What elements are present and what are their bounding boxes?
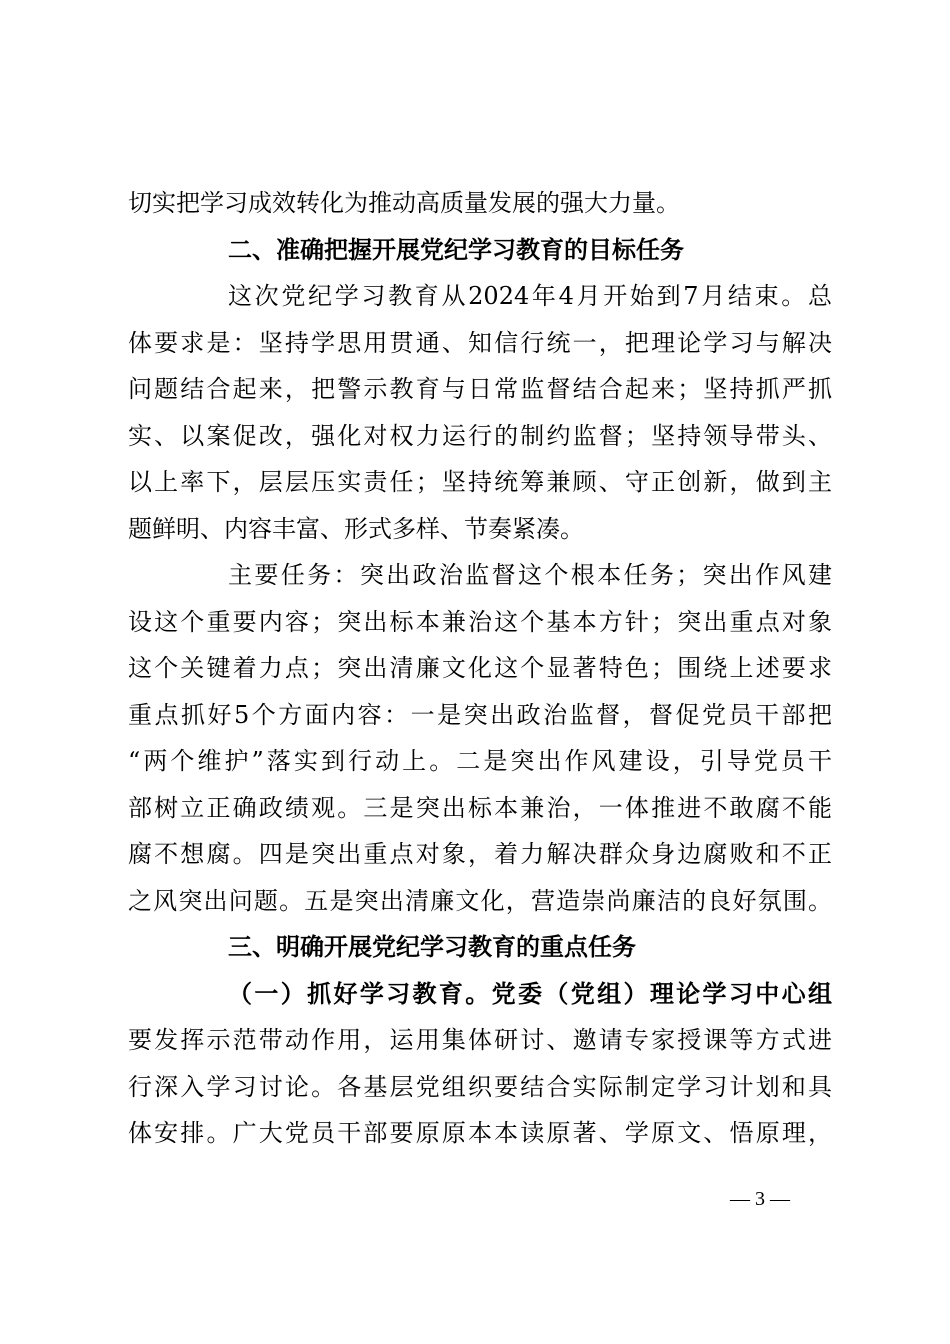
- paragraph-line: 问题结合起来，把警示教育与日常监督结合起来；坚持抓严抓: [128, 375, 832, 403]
- document-body: [128, 180, 832, 1157]
- paragraph-line: 腐不想腐。四是突出重点对象，着力解决群众身边腐败和不正: [128, 840, 832, 868]
- paragraph-line: 实、以案促改，强化对权力运行的制约监督；坚持领导带头、: [128, 421, 832, 450]
- paragraph-line: “两个维护”落实到行动上。二是突出作风建设，引导党员干: [128, 747, 832, 775]
- page-number: — 3 —: [730, 1188, 790, 1210]
- subsection-heading-line: （一）抓好学习教育。党委（党组）理论学习中心组: [228, 978, 832, 1008]
- section-heading-2: 二、准确把握开展党纪学习教育的目标任务: [228, 235, 684, 264]
- paragraph-line: 部树立正确政绩观。三是突出标本兼治，一体推进不敢腐不能: [128, 793, 832, 822]
- paragraph-line: 主要任务：突出政治监督这个根本任务；突出作风建: [228, 561, 832, 589]
- paragraph-line: 切实把学习成效转化为推动高质量发展的强大力量。: [128, 189, 680, 217]
- paragraph-line: 以上率下，层层压实责任；坚持统筹兼顾、守正创新，做到主: [128, 468, 832, 496]
- paragraph-line: 体要求是：坚持学思用贯通、知信行统一，把理论学习与解决: [128, 328, 832, 357]
- paragraph-line: 重点抓好5个方面内容：一是突出政治监督，督促党员干部把: [128, 700, 832, 729]
- paragraph-line: 行深入学习讨论。各基层党组织要结合实际制定学习计划和具: [128, 1072, 832, 1101]
- paragraph-line: 这个关键着力点；突出清廉文化这个显著特色；围绕上述要求: [128, 654, 832, 682]
- paragraph-line: 设这个重要内容；突出标本兼治这个基本方针；突出重点对象: [128, 607, 832, 636]
- paragraph-line: 之风突出问题。五是突出清廉文化，营造崇尚廉洁的良好氛围。: [128, 886, 832, 915]
- paragraph-line: 这次党纪学习教育从2024年4月开始到7月结束。总: [228, 282, 832, 310]
- paragraph-line: 题鲜明、内容丰富、形式多样、节奏紧凑。: [128, 514, 584, 543]
- paragraph-line: 体安排。广大党员干部要原原本本读原著、学原文、悟原理，: [128, 1119, 832, 1147]
- paragraph-line: 要发挥示范带动作用，运用集体研讨、邀请专家授课等方式进: [128, 1026, 832, 1054]
- section-heading-3: 三、明确开展党纪学习教育的重点任务: [228, 933, 636, 961]
